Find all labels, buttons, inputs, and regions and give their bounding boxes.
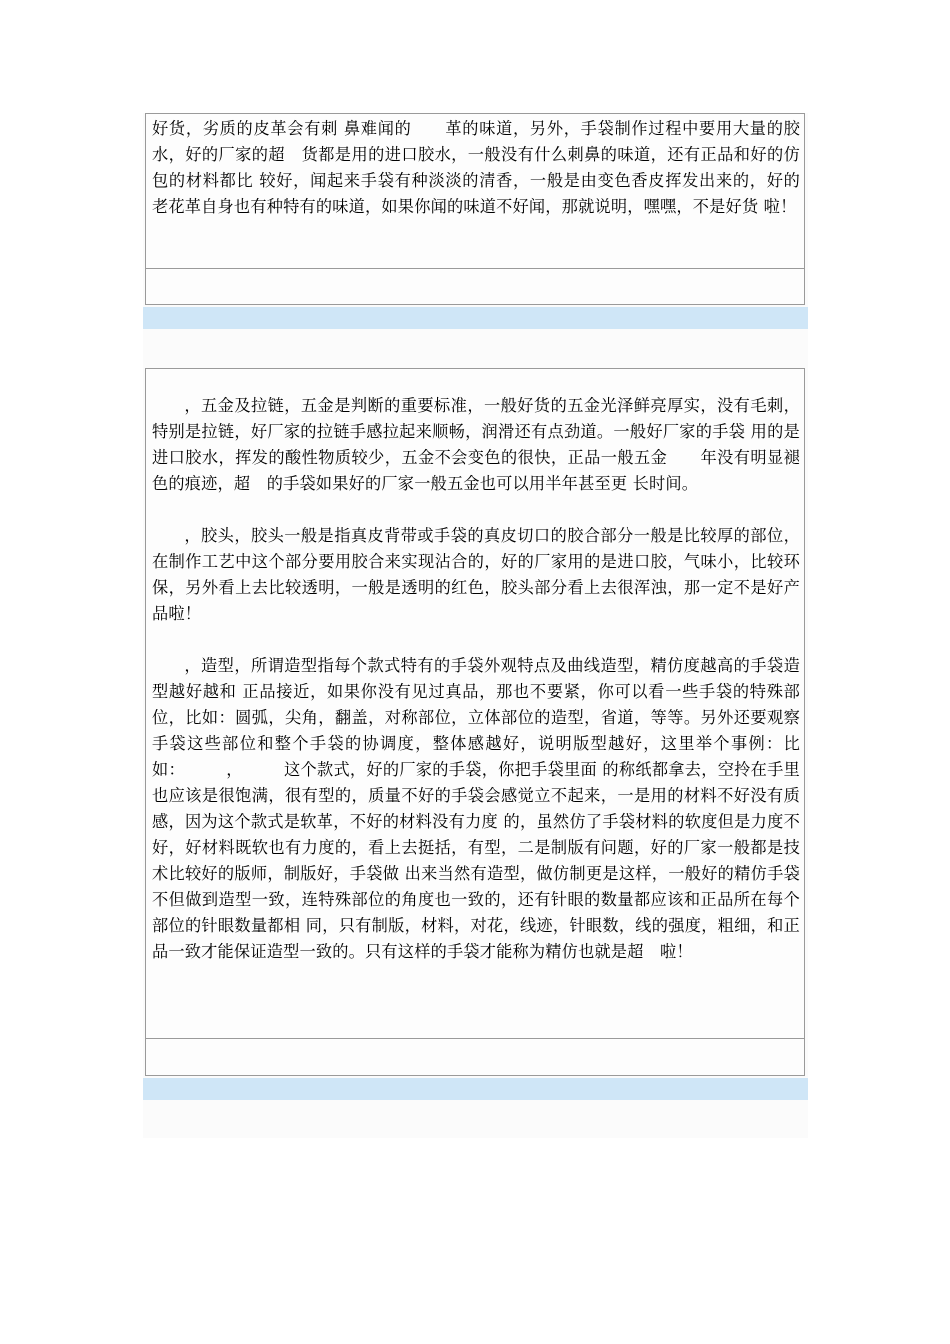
paragraph-shape: ，造型，所谓造型指每个款式特有的手袋外观特点及曲线造型，精仿度越高的手袋造型越好越和 正品接近，如果你没有见过真品，那也不要紧，你可以看一些手袋的特殊部位，比如：圆弧，尖角，翻盖，对称部位，立体部位的造型，省道，等等。另外还要观察 手袋这些部位和整个手袋的协调度，整体感越好，说明版型越好，这里举个事例：比如： ， 这个款式，好的厂家的手袋，你把手袋里面 的称纸都拿去，空拎在手里也应该是很饱满，很有型的，质量不好的手袋会感觉立不起来，一是用的材料不好没有质感，因为这个款式是软革，不好的材料没有力度 的，虽然仿了手袋材料的软度但是力度不好，好材料既软也有力度的，看上去挺括，有型，二是制版有问题，好的厂家一般都是技术比较好的版师，制版好，手袋做 出来当然有造型，做仿制更是这样，一般好的精仿手袋不但做到造型一致，连特殊部位的角度也一致的，还有针眼的数量都应该和正品所在每个部位的针眼数量都相 同，只有制版，材料，对花，线迹，针眼数，线的强度，粗细，和正品一致才能保证造型一致的。只有这样的手袋才能称为精仿也就是超 啦！ — [152, 656, 800, 961]
section-1-text — [152, 116, 833, 220]
section-1-paragraph: 好货，劣质的皮革会有刺 鼻难闻的 革的味道，另外，手袋制作过程中要用大量的胶水，好的厂家的超 货都是用的进口胶水，一般没有什么刺鼻的味道，还有正品和好的仿包的材料都比 较好，闻起来手袋有种淡淡的清香，一般是由变色香皮挥发出来的，好的 老花革自身也有种特有的味道，如果你闻的味道不好闻，那就说明，嘿嘿，不是好货 啦！ — [152, 119, 833, 216]
empty-row-1 — [145, 268, 805, 305]
empty-row-2 — [145, 1038, 805, 1076]
separator-band-1 — [143, 307, 808, 329]
separator-band-2 — [143, 1078, 808, 1100]
paragraph-glue-edge: ，胶头，胶头一般是指真皮背带或手袋的真皮切口的胶合部分一般是比较厚的部位，在制作工艺中这个部分要用胶合来实现沾合的，好的厂家用的是进口胶，气味小，比较环保，另外看上去比较透明，一般是透明的红色，胶头部分看上去很浑浊，那一定不是好产品啦！ — [152, 526, 800, 623]
paragraph-hardware-zipper: ，五金及拉链，五金是判断的重要标准，一般好货的五金光泽鲜亮厚实，没有毛刺，特别是拉链，好厂家的拉链手感拉起来顺畅，润滑还有点劲道。一般好厂家的手袋 用的是进口胶水，挥发的酸性物质较少，五金不会变色的很快，正品一般五金 年没有明显褪色的痕迹，超 的手袋如果好的厂家一般五金也可以用半年甚至更 长时间。 — [152, 396, 800, 493]
section-2-text — [152, 393, 800, 965]
